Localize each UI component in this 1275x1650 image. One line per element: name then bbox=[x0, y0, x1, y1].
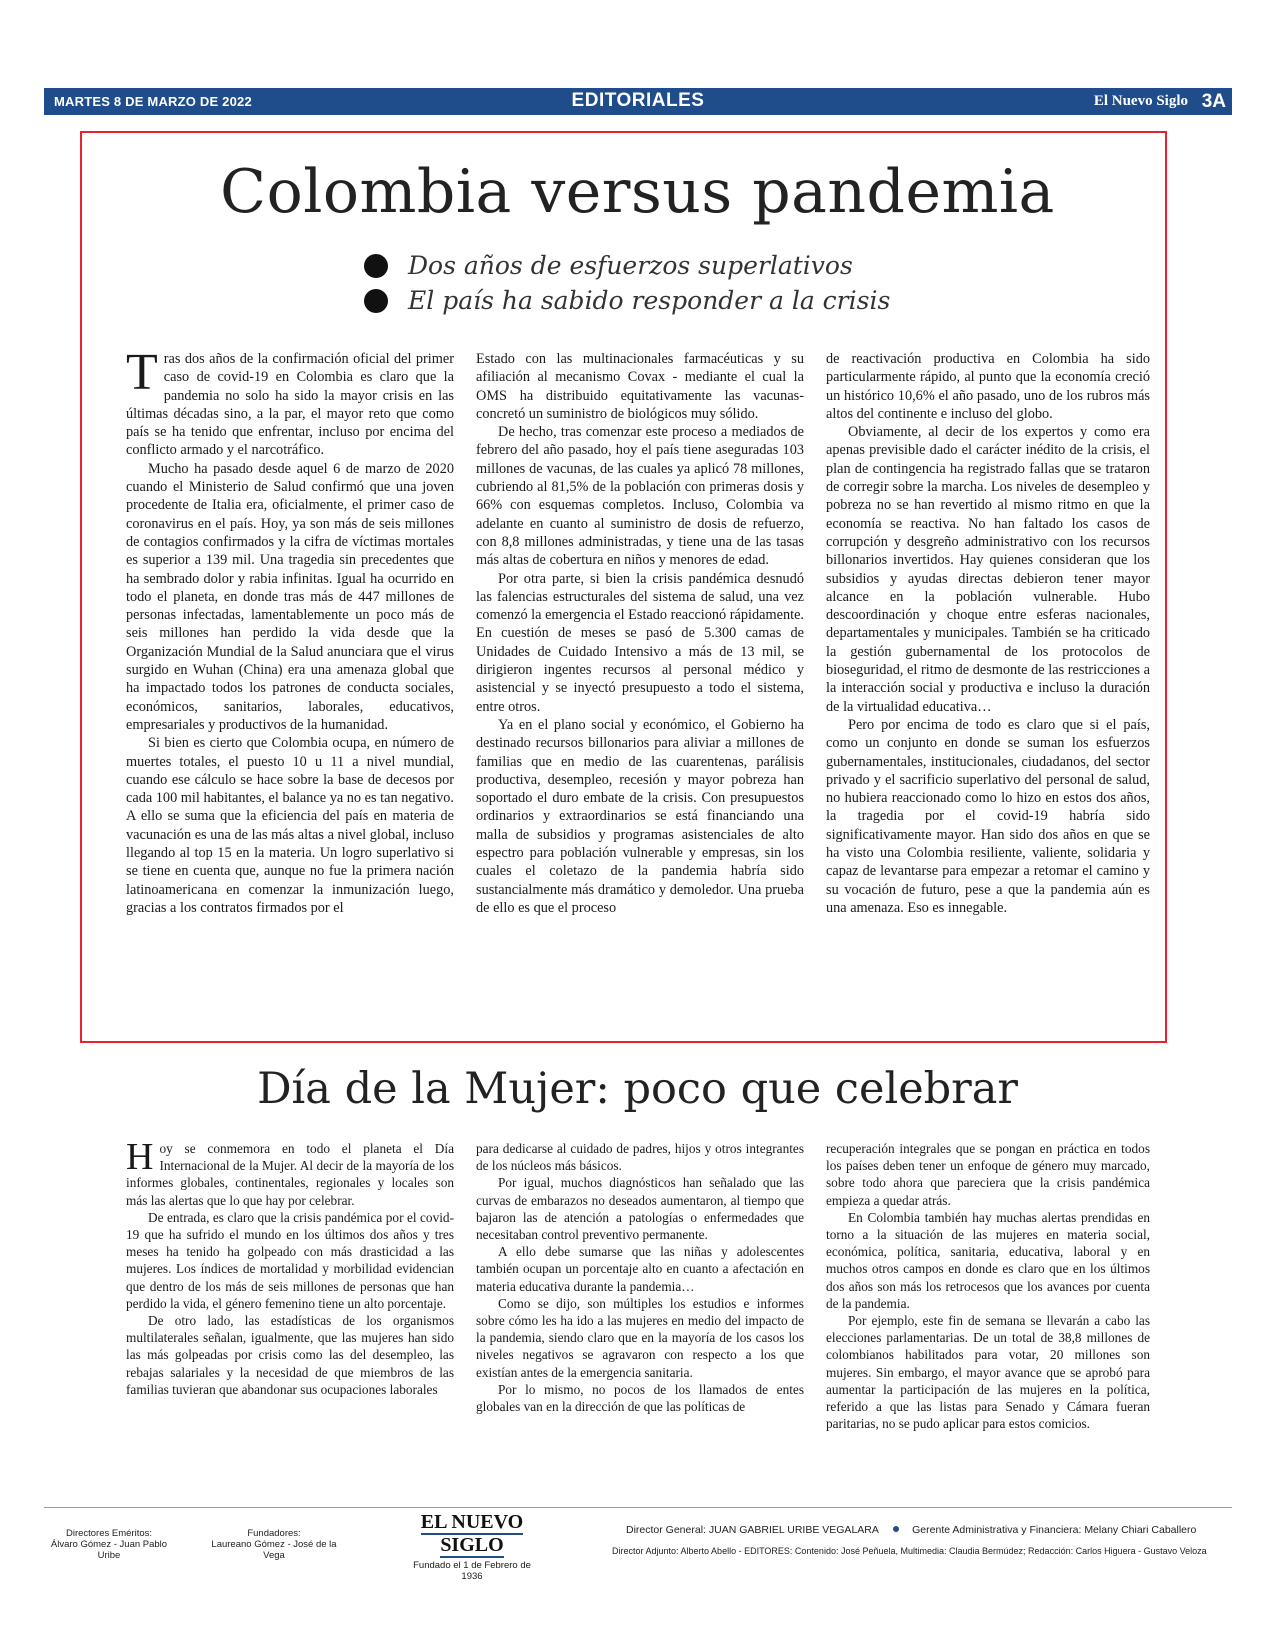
paragraph: Por igual, muchos diagnósticos han señalado que las curvas de embarazos no deseados aumentaron, al tiempo que bajaron las de atención a patologías o enfermedades que necesitaban control preventivo permanente. bbox=[476, 1175, 804, 1243]
paragraph: Si bien es cierto que Colombia ocupa, en número de muertes totales, el puesto 10 u 11 a nivel mundial, cuando ese cálculo se hace sobre la base de decesos por cada 100 mil habitantes, el balance ya no es tan negativo. A ello se suma que la eficiencia del país en materia de vacunación es una de las más altas a nivel global, incluso llegando al top 15 en la materia. Un logro superlativo si se tiene en cuenta que, aunque no fue la primera nación latinoamericana en comenzar la inmunización luego, gracias a los contratos firmados por el bbox=[126, 735, 454, 916]
directores-emeritos bbox=[44, 1528, 174, 1561]
gerente-name: Melany Chiari Caballero bbox=[1084, 1524, 1197, 1536]
drop-cap: H bbox=[126, 1136, 154, 1178]
separator-dot-icon bbox=[893, 1526, 899, 1532]
director-label: Director General: bbox=[626, 1524, 706, 1536]
summary-bullet bbox=[364, 283, 890, 318]
editorial-1-column-2 bbox=[476, 350, 804, 917]
editorial-1-column-1 bbox=[126, 344, 454, 917]
issue-date: MARTES 8 DE MARZO DE 2022 bbox=[54, 94, 252, 109]
summary-bullet bbox=[364, 248, 890, 283]
bullet-icon bbox=[364, 254, 388, 278]
section-title: EDITORIALES bbox=[571, 90, 705, 111]
fundadores-names: Laureano Gómez - José de la Vega bbox=[211, 1539, 337, 1561]
paragraph: Obviamente, al decir de los expertos y como era apenas previsible dado el carácter inédito de la crisis, el plan de contingencia ha registrado fallas que se trataron de corregir sobre la marcha. Los niveles de desempleo y pobreza no se han revertido al mismo ritmo en que la economía se reactiva. No han faltado los casos de corrupción y desgreño administrativo con los recursos billonarios invertidos. Hay quienes consideran que los subsidios y ayudas directas debieron tener mayor alcance en la población vulnerable. Hubo descoordinación y choque entre esferas nacionales, departamentales y municipales. También se ha criticado la gestión gubernamental de los protocolos de bioseguridad, el ritmo de desmonte de las restricciones a la interacción social y productiva e incluso la duración de la virtualidad educativa… bbox=[826, 424, 1150, 715]
paragraph: de reactivación productiva en Colombia ha sido particularmente rápido, al punto que la economía creció un histórico 10,6% el año pasado, uno de los rubros más altos del continente e incluso del globo. bbox=[826, 351, 1150, 422]
paragraph: Pero por encima de todo es claro que si el país, como un conjunto en donde se suman los esfuerzos gubernamentales, institucionales, ciudadanos, del sector privado y el sacrificio superlativo del personal de salud, no hubiera reaccionado como lo hizo en estos dos años, la tragedia por el covid-19 habría sido significativamente mayor. Han sido dos años en que se ha visto una Colombia resiliente, valiente, solidaria y capaz de levantarse para empezar a retomar el camino y su vocación de futuro, pese a que la pandemia aún es una amenaza. Eso es innegable. bbox=[826, 716, 1150, 916]
paragraph: para dedicarse al cuidado de padres, hijos y otros integrantes de los núcleos más básicos. bbox=[476, 1141, 804, 1174]
emeritos-label: Directores Eméritos: bbox=[65, 1528, 153, 1539]
paragraph: Ya en el plano social y económico, el Gobierno ha destinado recursos billonarios para aliviar a millones de familias que en medio de las cuarentenas, parálisis productiva, desempleo, recesión y mayor pobreza han soportado el duro embate de la crisis. Con presupuestos ordinarios y extraordinarios se está financiando una malla de subsidios y programas asistenciales de alto espectro para población vulnerable y empresas, sin los cuales el coletazo de la pandemia habría sido sustancialmente más dramático y demoledor. Una prueba de ello es que el proceso bbox=[476, 716, 804, 916]
newspaper-brand: El Nuevo Siglo bbox=[1093, 93, 1188, 109]
paragraph: A ello debe sumarse que las niñas y adolescentes también ocupan un porcentaje alto en cuanto a afectación en materia educativa durante la pandemia… bbox=[476, 1244, 804, 1294]
logo-wordmark: EL NUEVO SIGLO bbox=[420, 1511, 524, 1556]
editorial-2-column-3 bbox=[826, 1140, 1150, 1432]
paragraph: Por otra parte, si bien la crisis pandémica desnudó las falencias estructurales del sistema de salud, una vez comenzó la emergencia el Estado reaccionó rápidamente. En cuestión de meses se pasó de 5.300 camas de Unidades de Cuidado Intensivo a más de 13 mil, se dirigieron ingentes recursos al personal médico y asistencial y se inyectó presupuesto a todo el sistema, entre otros. bbox=[476, 570, 805, 715]
summary-text: Dos años de esfuerzos superlativos bbox=[408, 251, 853, 280]
paragraph: Hoy se conmemora en todo el planeta el Día Internacional de la Mujer. Al decir de la mayoría de los informes globales, continentales, regionales y locales son más las alertas que lo que hay por celebrar. bbox=[126, 1136, 454, 1208]
paragraph: De hecho, tras comenzar este proceso a mediados de febrero del año pasado, hoy el país tiene aseguradas 103 millones de vacunas, de las cuales ya aplicó 78 millones, cubriendo al 81,5% de la población con primeras dosis y 66% con esquemas completos. Incluso, Colombia va adelante en cuanto al suministro de dosis de refuerzo, con 8,8 millones administradas, y tiene una de las tasas más altas de cobertura en niños y menores de edad. bbox=[476, 424, 804, 569]
director-name: JUAN GABRIEL URIBE VEGALARA bbox=[708, 1524, 879, 1536]
editorial-2-title: Día de la Mujer: poco que celebrar bbox=[257, 1064, 1018, 1114]
bullet-icon bbox=[364, 289, 388, 313]
section-header-bar bbox=[44, 88, 1232, 115]
paragraph: Mucho ha pasado desde aquel 6 de marzo de 2020 cuando el Ministerio de Salud confirmó que una joven procedente de Italia era, oficialmente, el primer caso de coronavirus en el país. Hoy, ya son más de seis millones de contagios confirmados y la cifra de víctimas mortales es superior a 139 mil. Una tragedia sin precedentes que ha sembrado dolor y rabia infinitas. Igual ha ocurrido en todo el planeta, en donde tras más de 447 millones de personas infectadas, lamentablemente un poco más de seis millones han perdido la vida desde que la Organización Mundial de la Salud anunciara que el virus surgido en Wuhan (China) era una amenaza global que ha impactado todos los patrones de conducta sociales, económicos, sanitarios, laborales, educativos, empresariales y productivos de la humanidad. bbox=[126, 460, 454, 733]
staff-line-2: Director Adjunto: Alberto Abello - EDITORES: Contenido: José Peñuela, Multimedia: Claudia Bermúdez; Redacción: Carlos Higuera - Gustavo Veloza bbox=[612, 1546, 1207, 1556]
staff-line-1 bbox=[626, 1524, 1196, 1536]
gerente-label: Gerente Administrativa y Financiera: bbox=[912, 1524, 1082, 1536]
paragraph: recuperación integrales que se pongan en práctica en todos los países deben tener un enfoque de género muy marcado, sobre todo ahora que pareciera que la crisis pandémica empieza a quedar atrás. bbox=[826, 1141, 1150, 1208]
emeritos-names: Álvaro Gómez - Juan Pablo Uribe bbox=[50, 1539, 168, 1561]
paragraph: En Colombia también hay muchas alertas prendidas en torno a la situación de las mujeres en materia social, económica, política, sanitaria, educativa, laboral y en muchos otros campos en donde es claro que en los últimos dos años son más los retrocesos que los avances por cuenta de la pandemia. bbox=[826, 1209, 1150, 1311]
editorial-1-column-3 bbox=[826, 350, 1150, 917]
paragraph: Tras dos años de la confirmación oficial del primer caso de covid-19 en Colombia es claro que la pandemia no solo ha sido la mayor crisis en las últimas décadas sino, a la par, el mayor reto que como país se ha tenido que enfrentar, incluso por encima del conflicto armado y el narcotráfico. bbox=[126, 344, 454, 459]
fundadores bbox=[200, 1528, 348, 1561]
footer-divider bbox=[44, 1507, 1232, 1508]
paragraph: Estado con las multinacionales farmacéuticas y su afiliación al mecanismo Covax - mediante el cual la OMS ha distribuido equitativamente las vacunas- concretó un suministro de biológicos muy sólido. bbox=[476, 351, 804, 422]
editorial-1-title: Colombia versus pandemia bbox=[220, 157, 1055, 227]
paragraph: Por lo mismo, no pocos de los llamados de entes globales van en la dirección de que las políticas de bbox=[476, 1381, 804, 1415]
paragraph: De entrada, es claro que la crisis pandémica por el covid-19 que ha sufrido el mundo en los últimos dos años y tres meses ha tenido ha golpeado con más drasticidad a las mujeres. Los índices de mortalidad y morbilidad evidencian que dentro de los más de seis millones de personas que han perdido la vida, el género femenino tiene un alto porcentaje. bbox=[126, 1209, 454, 1311]
summary-text: El país ha sabido responder a la crisis bbox=[408, 286, 891, 315]
footer-logo bbox=[404, 1511, 540, 1582]
editorial-2-column-1 bbox=[126, 1136, 454, 1398]
editorial-2-column-2 bbox=[476, 1140, 804, 1415]
paragraph: Como se dijo, son múltiples los estudios e informes sobre cómo les ha ido a las mujeres en medio del impacto de la pandemia, siendo claro que en la mayoría de los casos los niveles negativos se agravaron con respecto a los que existían antes de la emergencia sanitaria. bbox=[476, 1295, 804, 1380]
paragraph: Por ejemplo, este fin de semana se llevarán a cabo las elecciones parlamentarias. De un total de 38,8 millones de colombianos habilitados para votar, 20 millones son mujeres. Sin embargo, el mayor avance que se aprobó para aumentar la participación de las mujeres en la política, referido a que las listas para Senado y Cámara fueran paritarias, no se pudo aplicar para estos comicios. bbox=[826, 1313, 1150, 1432]
fundadores-label: Fundadores: bbox=[247, 1528, 301, 1539]
paragraph: De otro lado, las estadísticas de los organismos multilaterales señalan, igualmente, que las mujeres han sido las más golpeadas por crisis como las del desempleo, las rebajas salariales y la necesidad de que miembros de las familias tuvieran que abandonar sus ocupaciones laborales bbox=[126, 1313, 454, 1397]
editorial-1-summary bbox=[364, 248, 890, 318]
founded-date: Fundado el 1 de Febrero de 1936 bbox=[413, 1560, 531, 1582]
page-number: 3A bbox=[1201, 91, 1226, 112]
drop-cap: T bbox=[126, 344, 158, 401]
